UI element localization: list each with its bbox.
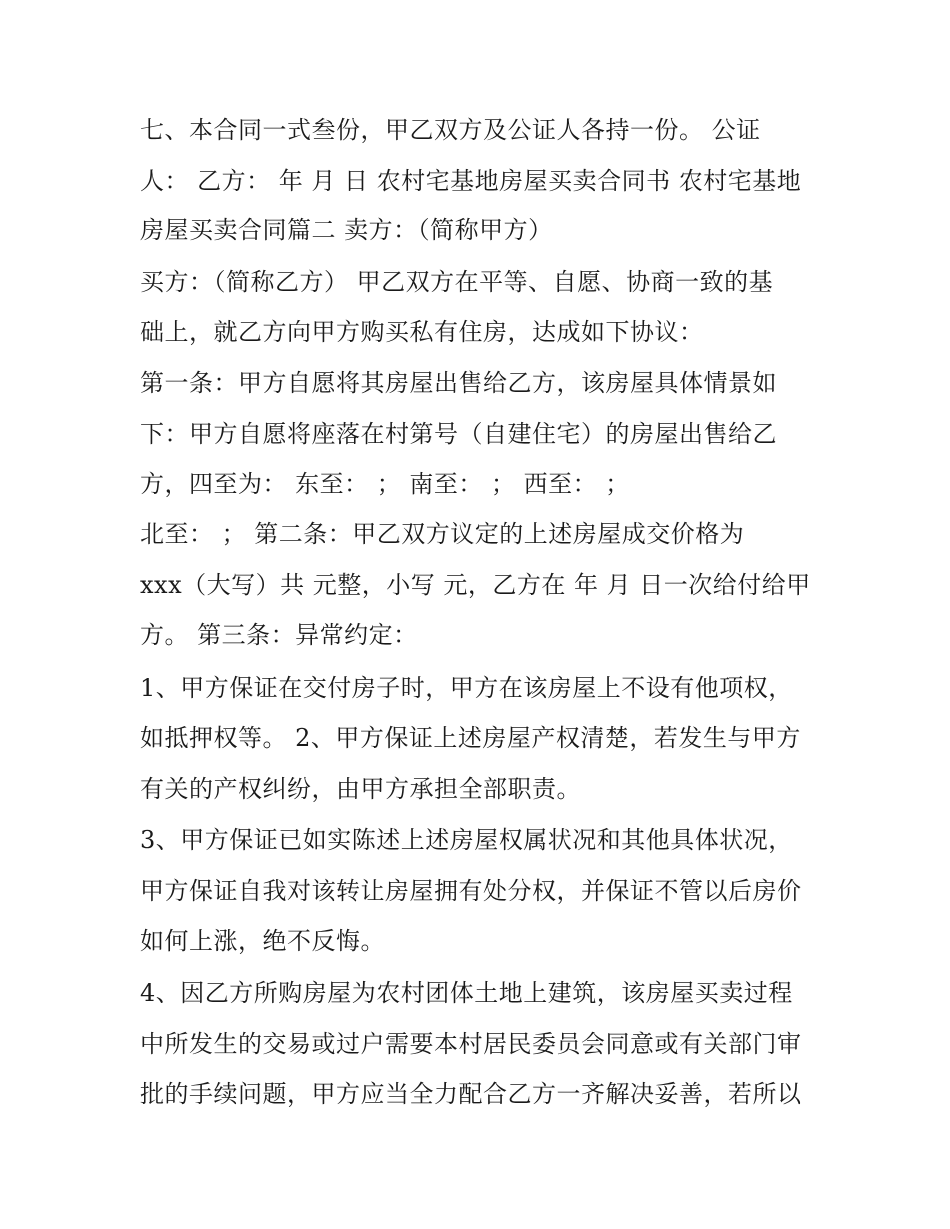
text-line: 七、本合同一式叁份，甲乙双方及公证人各持一份。 公证 xyxy=(140,116,761,144)
text-line: 如抵押权等。 2、甲方保证上述房屋产权清楚，若发生与甲方 xyxy=(140,724,801,752)
text-line: 方。 第三条：异常约定： xyxy=(140,621,418,649)
text-line: 下：甲方自愿将座落在村第号（自建住宅）的房屋出售给乙 xyxy=(140,420,777,448)
text-line: 3、甲方保证已如实陈述上述房屋权属状况和其他具体状况， xyxy=(140,826,793,854)
text-line: 买方：（简称乙方） 甲乙双方在平等、自愿、协商一致的基 xyxy=(140,268,774,296)
text-line: 有关的产权纠纷，由甲方承担全部职责。 xyxy=(140,775,581,803)
text-line: 中所发生的交易或过户需要本村居民委员会同意或有关部门审 xyxy=(140,1030,802,1058)
text-line: 批的手续问题，甲方应当全力配合乙方一齐解决妥善，若所以 xyxy=(140,1080,802,1108)
text-line: 础上，就乙方向甲方购买私有住房，达成如下协议： xyxy=(140,318,704,346)
text-line: 如何上涨，绝不反悔。 xyxy=(140,927,385,955)
text-line: 方，四至为： 东至： ； 南至： ； 西至： ； xyxy=(140,470,630,498)
text-line: 人： 乙方： 年 月 日 农村宅基地房屋买卖合同书 农村宅基地 xyxy=(140,167,802,195)
text-line: 北至： ； 第二条：甲乙双方议定的上述房屋成交价格为 xyxy=(140,520,745,548)
text-line: 4、因乙方所购房屋为农村团体土地上建筑，该房屋买卖过程 xyxy=(140,979,793,1007)
text-line: xxx（大写）共 元整，小写 元，乙方在 年 月 日一次给付给甲 xyxy=(140,571,811,599)
text-line: 甲方保证自我对该转让房屋拥有处分权，并保证不管以后房价 xyxy=(140,877,802,905)
text-line: 第一条：甲方自愿将其房屋出售给乙方，该房屋具体情景如 xyxy=(140,369,777,397)
text-line: 1、甲方保证在交付房子时，甲方在该房屋上不设有他项权， xyxy=(140,674,793,702)
text-line: 房屋买卖合同篇二 卖方：（简称甲方） xyxy=(140,216,553,244)
